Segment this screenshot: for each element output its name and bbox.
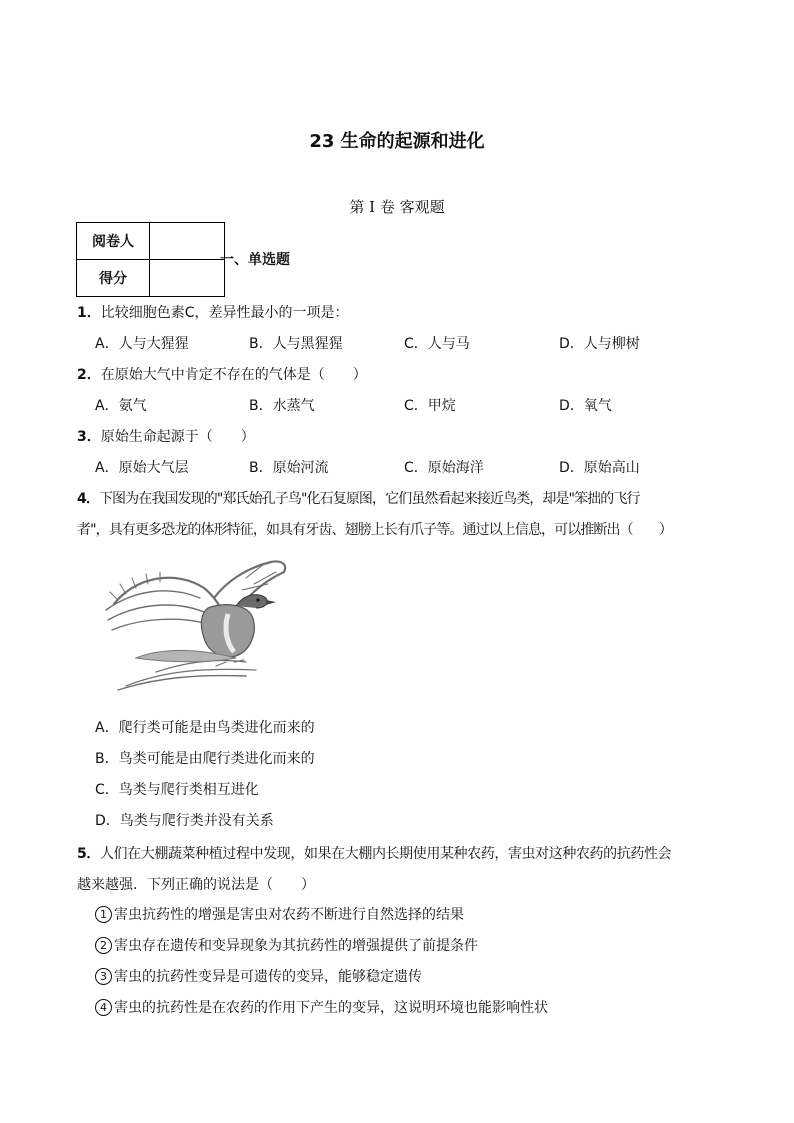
score-label: 得分: [77, 260, 150, 297]
option-2c[interactable]: C．甲烷: [404, 398, 456, 414]
statement-text: 害虫存在遗传和变异现象为其抗药性的增强提供了前提条件: [114, 938, 478, 954]
option-2b[interactable]: B．水蒸气: [249, 398, 315, 414]
score-table: [76, 222, 225, 297]
circled-number-4: 4: [95, 999, 112, 1016]
fossil-bird-illustration: [96, 558, 296, 698]
option-1b[interactable]: B．人与黑猩猩: [249, 336, 343, 352]
question-text: 人们在大棚蔬菜种植过程中发现，如果在大棚内长期使用某种农药，害虫对这种农药的抗药性会: [99, 846, 672, 862]
question-1: [77, 302, 349, 322]
question-number: 2．: [77, 367, 101, 383]
statement-text: 害虫的抗药性是在农药的作用下产生的变异，这说明环境也能影响性状: [114, 1000, 548, 1016]
option-3c[interactable]: C．原始海洋: [404, 460, 484, 476]
statement-1[interactable]: [95, 904, 464, 924]
circled-number-2: 2: [95, 937, 112, 954]
option-4d[interactable]: D．鸟类与爬行类并没有关系: [95, 813, 274, 829]
option-2d[interactable]: D．氧气: [559, 398, 612, 414]
statement-3[interactable]: [95, 966, 422, 986]
option-3a[interactable]: A．原始大气层: [95, 460, 189, 476]
statement-4[interactable]: [95, 997, 548, 1017]
question-5: [77, 843, 671, 863]
question-number: 3．: [77, 429, 101, 445]
statement-2[interactable]: [95, 935, 478, 955]
option-2a[interactable]: A．氨气: [95, 398, 147, 414]
question-5-continuation: 越来越强．下列正确的说法是（ ）: [77, 877, 315, 893]
option-3b[interactable]: B．原始河流: [249, 460, 329, 476]
circled-number-1: 1: [95, 906, 112, 923]
question-number: 4．: [77, 491, 99, 507]
question-text: 原始生命起源于（ ）: [100, 429, 255, 445]
question-text: 在原始大气中肯定不存在的气体是（ ）: [100, 367, 367, 383]
question-4: [77, 488, 640, 508]
question-text: 比较细胞色素C，差异性最小的一项是：: [100, 305, 349, 321]
statement-text: 害虫的抗药性变异是可遗传的变异，能够稳定遗传: [114, 969, 422, 985]
question-3: [77, 426, 255, 446]
option-4c[interactable]: C．鸟类与爬行类相互进化: [95, 782, 259, 798]
statement-text: 害虫抗药性的增强是害虫对农药不断进行自然选择的结果: [114, 907, 464, 923]
question-text: 下图为在我国发现的"郑氏始孔子鸟"化石复原图，它们虽然看起来接近鸟类，却是"笨拙的飞行: [98, 491, 640, 507]
option-4a[interactable]: A．爬行类可能是由鸟类进化而来的: [95, 720, 315, 736]
option-1a[interactable]: A．人与大猩猩: [95, 336, 189, 352]
option-1c[interactable]: C．人与马: [404, 336, 470, 352]
option-1d[interactable]: D．人与柳树: [559, 336, 640, 352]
section-title: 一、单选题: [220, 252, 290, 268]
question-number: 1．: [77, 305, 101, 321]
page-title: 23 生命的起源和进化: [309, 131, 485, 152]
reviewer-label: 阅卷人: [77, 223, 150, 260]
question-number: 5．: [77, 846, 100, 862]
score-cell[interactable]: [150, 260, 225, 297]
circled-number-3: 3: [95, 968, 112, 985]
reviewer-cell[interactable]: [150, 223, 225, 260]
question-4-continuation: 者"，具有更多恐龙的体形特征，如具有牙齿、翅膀上长有爪子等。通过以上信息，可以推断出（ ）: [77, 522, 673, 538]
volume-subtitle: 第 I 卷 客观题: [349, 198, 445, 216]
option-3d[interactable]: D．原始高山: [559, 460, 640, 476]
question-2: [77, 364, 367, 384]
option-4b[interactable]: B．鸟类可能是由爬行类进化而来的: [95, 751, 315, 767]
